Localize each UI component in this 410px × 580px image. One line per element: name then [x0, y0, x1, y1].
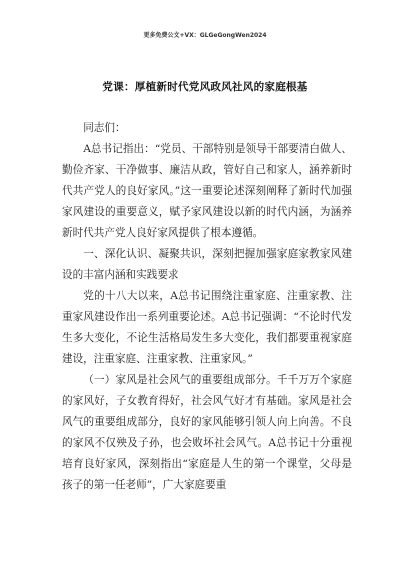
header-note: 更多免费公文+VX：GLGeGongWen2024	[143, 32, 267, 39]
section-heading: 一、深化认识、凝聚共识，深刻把握加强家庭家教家风建设的丰富内涵和实践要求	[62, 248, 352, 281]
document-body	[62, 118, 352, 496]
salutation: 同志们：	[83, 122, 126, 134]
paragraph: A总书记指出：“党员、干部特别是领导干部要清白做人、勤俭齐家、干净做事、廉洁从政，管好自己和家人，涵养新时代共产党人的良好家风。”这一重要论述深刻阐释了新时代加强家风建设的重要意义，赋予家风建设以新的时代内涵，为涵养新时代共产党人良好家风提供了根本遵循。	[62, 143, 352, 239]
paragraph: 党的十八大以来，A总书记围绕注重家庭、注重家教、注重家风建设作出一系列重要论述。A总书记强调：“不论时代发生多大变化，不论生活格局发生多大变化，我们都要重视家庭建设，注重家庭、注重家教、注重家风。”	[62, 290, 352, 365]
document-title: 党课：厚植新时代党风政风社风的家庭根基	[102, 81, 308, 93]
paragraph: （一）家风是社会风气的重要组成部分。千千万万个家庭的家风好，子女教育得好，社会风气好才有基础。家风是社会风气的重要组成部分，良好的家风能够引领人向上向善。不良的家风不仅殃及子孙，也会败坏社会风气。A总书记十分重视培育良好家风，深刻指出“家庭是人生的第一个课堂，父母是孩子的第一任老师”，广大家庭要重	[62, 374, 352, 491]
